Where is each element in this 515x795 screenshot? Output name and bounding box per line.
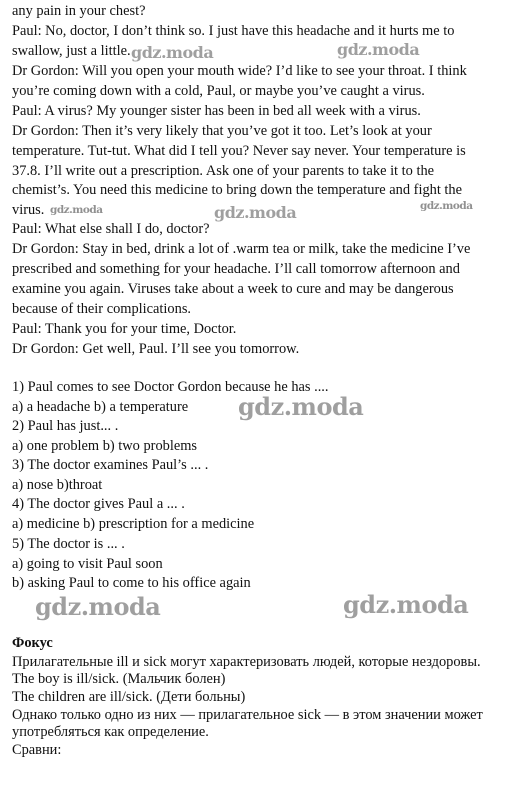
watermark: gdz.moda <box>131 43 214 62</box>
dialogue-line: Dr Gordon: Then it’s very likely that you’ve got it too. Let’s look at your <box>12 123 432 139</box>
focus-line: The children are ill/sick. (Дети больны) <box>12 689 246 705</box>
watermark: gdz.moda <box>337 40 420 59</box>
dialogue-line: virus. <box>12 202 45 218</box>
dialogue-line: Dr Gordon: Get well, Paul. I’ll see you tomorrow. <box>12 341 300 357</box>
exercise-question: 4) The doctor gives Paul a ... . <box>12 496 185 512</box>
exercise-question: 5) The doctor is ... . <box>12 536 125 552</box>
dialogue-line: any pain in your chest? <box>12 3 146 19</box>
exercise-options: a) going to visit Paul soon <box>12 556 163 572</box>
focus-line: Сравни: <box>12 742 62 758</box>
dialogue-line: Paul: What else shall I do, doctor? <box>12 221 210 237</box>
watermark: gdz.moda <box>420 200 473 212</box>
watermark: gdz.moda <box>214 203 297 222</box>
dialogue-line: Paul: No, doctor, I don’t think so. I just have this headache and it hurts me to <box>12 23 455 39</box>
exercise-question: 1) Paul comes to see Doctor Gordon because he has .... <box>12 379 329 395</box>
focus-line: The boy is ill/sick. (Мальчик болен) <box>12 671 226 687</box>
watermark: gdz.moda <box>35 592 161 621</box>
watermark: gdz.moda <box>238 392 364 421</box>
dialogue-line: temperature. Tut-tut. What did I tell you? Never say never. Your temperature is <box>12 143 466 159</box>
focus-line: Прилагательные ill и sick могут характеризовать людей, которые нездоровы. <box>12 654 481 670</box>
dialogue-line: Dr Gordon: Stay in bed, drink a lot of .warm tea or milk, take the medicine I’ve <box>12 241 471 257</box>
dialogue-line: because of their complications. <box>12 301 192 317</box>
dialogue-line: prescribed and something for your headache. I’ll call tomorrow afternoon and <box>12 261 460 277</box>
dialogue-line: examine you again. Viruses take about a week to cure and may be dangerous <box>12 281 454 297</box>
dialogue-line: you’re coming down with a cold, Paul, or maybe you’ve caught a virus. <box>12 83 425 99</box>
exercise-options: a) nose b)throat <box>12 477 103 493</box>
exercise-options: a) one problem b) two problems <box>12 438 198 454</box>
watermark: gdz.moda <box>343 590 469 619</box>
exercise-options: a) medicine b) prescription for a medicine <box>12 516 255 532</box>
focus-line: употребляться как определение. <box>12 724 209 740</box>
exercise-question: 3) The doctor examines Paul’s ... . <box>12 457 209 473</box>
focus-line: Однако только одно из них — прилагательное sick — в этом значении может <box>12 707 483 723</box>
exercise-options: b) asking Paul to come to his office again <box>12 575 251 591</box>
dialogue-line: swallow, just a little. <box>12 43 131 59</box>
watermark: gdz.moda <box>50 204 103 216</box>
exercise-options: a) a headache b) a temperature <box>12 399 189 415</box>
dialogue-line: Dr Gordon: Will you open your mouth wide? I’d like to see your throat. I think <box>12 63 467 79</box>
dialogue-line: Paul: A virus? My younger sister has been in bed all week with a virus. <box>12 103 421 119</box>
dialogue-line: 37.8. I’ll write out a prescription. Ask one of your parents to take it to the <box>12 163 435 179</box>
focus-heading: Фокус <box>12 635 53 651</box>
dialogue-line: Paul: Thank you for your time, Doctor. <box>12 321 237 337</box>
dialogue-line: chemist’s. You need this medicine to bring down the temperature and fight the <box>12 182 463 198</box>
exercise-question: 2) Paul has just... . <box>12 418 119 434</box>
